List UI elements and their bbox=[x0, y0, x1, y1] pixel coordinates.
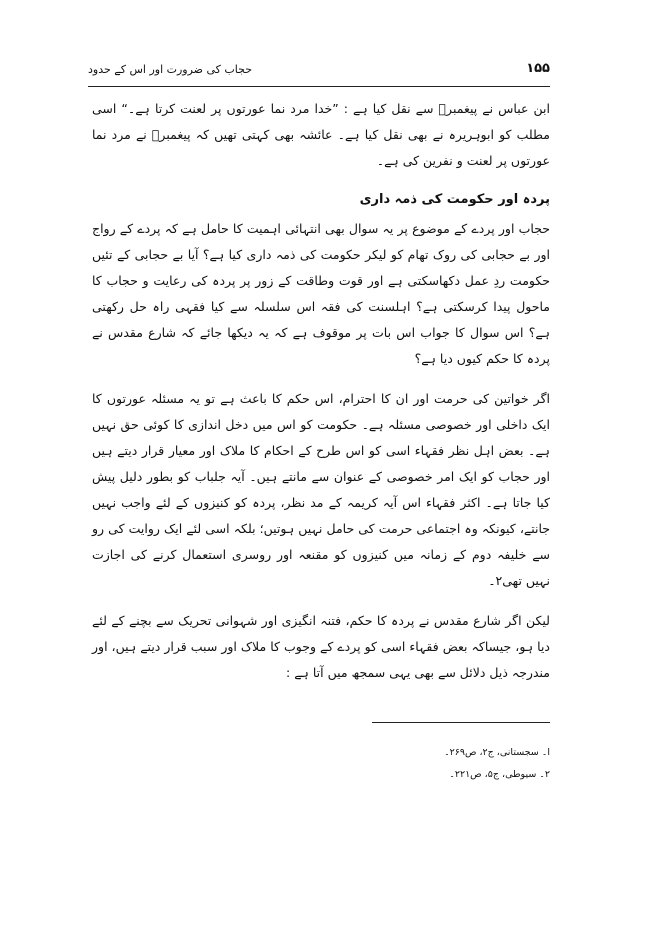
page-number: ۱۵۵ bbox=[526, 61, 550, 76]
footnotes bbox=[92, 742, 550, 786]
main-text bbox=[92, 96, 550, 700]
paragraph-4: لیکن اگر شارع مقدس نے پردہ کا حکم، فتنہ انگیزی اور شہوانی تحریک سے بچنے کے لئے دیا ہو، جیساکہ بعض فقہاء اسی کو پردے کے وجوب کا ملاک اور سبب قرار دیتے ہیں، اور مندرجہ ذیل دلائل سے بھی یہی سمجھ میں آتا ہے : bbox=[92, 613, 550, 680]
footnote-1: ا۔ سجستانی، ج۲، ص۲۶۹۔ bbox=[444, 747, 550, 758]
paragraph-1: ابن عباس نے پیغمبرؐ سے نقل کیا ہے : ”خدا مرد نما عورتوں پر لعنت کرتا ہے۔“ اسی مطلب کو ابوہریرہ نے بھی نقل کیا ہے۔ عائشہ بھی کہتی تھیں کہ پیغمبرؐ نے مرد نما عورتوں پر لعنت و نفرین کی ہے۔ bbox=[92, 101, 550, 168]
footnote-2: ۲۔ سیوطی، ج۵، ص۲۲۱۔ bbox=[449, 769, 550, 780]
header-divider bbox=[88, 86, 550, 87]
footnote-divider bbox=[372, 722, 550, 723]
running-title: حجاب کی ضرورت اور اس کے حدود bbox=[88, 63, 253, 76]
page-header bbox=[88, 63, 550, 85]
paragraph-2: حجاب اور پردے کے موضوع پر یہ سوال بھی انتہائی اہمیت کا حامل ہے کہ پردے کے رواج اور بے حجابی کی روک تھام کو لیکر حکومت کی ذمہ داری کیا ہے؟ آیا بے حجابی کے تئیں حکومت ردِ عمل دکھاسکتی ہے اور قوت وطاقت کے زور پر پردہ کی رعایت و حجاب کا ماحول پیدا کرسکتی ہے؟ اہلسنت کی فقہ اس سلسلہ سے کیا فقہی راہ حل رکھتی ہے؟ اس سوال کا جواب اس بات پر موقوف ہے کہ یہ دیکھا جائے کہ شارع مقدس نے پردہ کا حکم کیوں دیا ہے؟ bbox=[92, 221, 550, 366]
paragraph-3: اگر خواتین کی حرمت اور ان کا احترام، اس حکم کا باعث ہے تو یہ مسئلہ عورتوں کا ایک داخلی اور خصوصی مسئلہ ہے۔ حکومت کو اس میں دخل اندازی کا کوئی حق نہیں ہے۔ بعض اہل نظر فقہاء اسی کو اس طرح کے احکام کا ملاک اور معیار قرار دیتے ہیں اور حجاب کو ایک امر خصوصی کے عنوان سے مانتے ہیں۔ آیہ جلباب کو بطور دلیل پیش کیا جاتا ہے۔ اکثر فقہاء اس آیہ کریمہ کے مد نظر، پردہ کو کنیزوں کے لئے واجب نہیں جانتے، کیونکہ وہ اجتماعی حرمت کی حامل نہیں ہوتیں؛ بلکہ اسی لئے ایک روایت کی رو سے خلیفہ دوم کے زمانہ میں کنیزوں کو مقنعہ اور روسری استعمال کرنے کی اجازت نہیں تھی۲۔ bbox=[92, 391, 550, 588]
section-heading: پردہ اور حکومت کی ذمہ داری bbox=[359, 192, 550, 207]
